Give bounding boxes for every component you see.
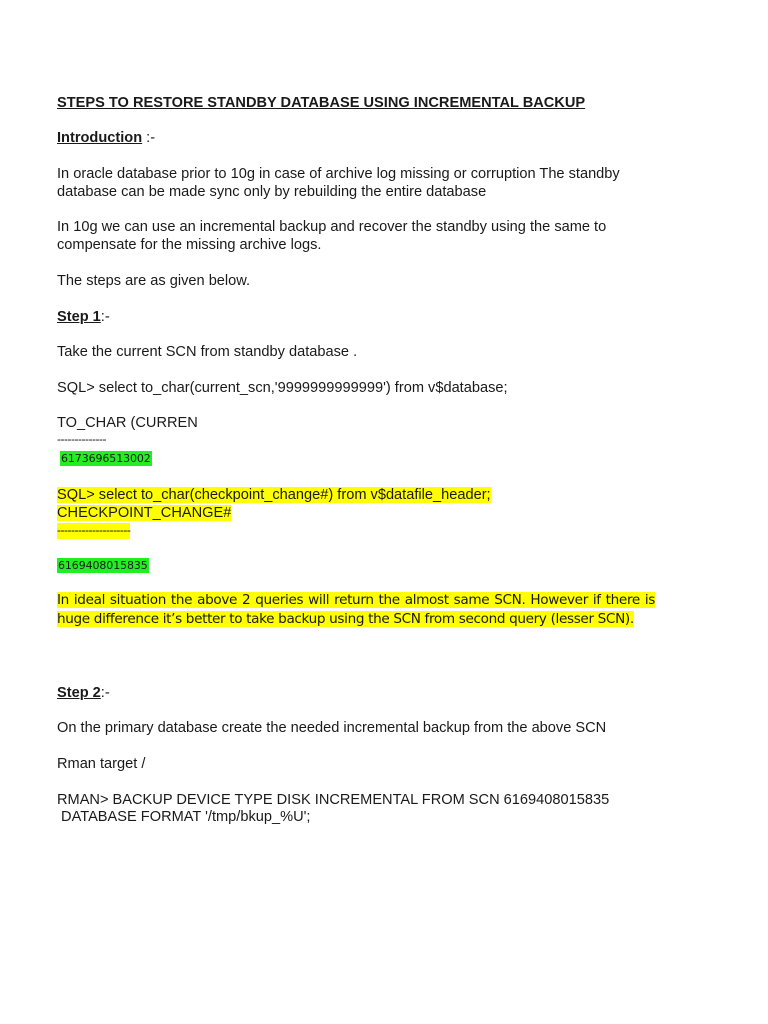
introduction-heading-line	[57, 129, 155, 147]
step1-query2-dashes: ---------------------	[57, 523, 131, 537]
step1-note-text: In ideal situation the above 2 queries will return the almost same SCN. However if there is huge difference it’s better to take backup using the SCN from second query (lesser SCN).	[57, 592, 655, 627]
intro-paragraph-1-line-2: database can be made sync only by rebuilding the entire database	[57, 184, 487, 200]
step1-instruction: Take the current SCN from standby database .	[57, 344, 358, 360]
step2-heading: Step 2	[57, 685, 101, 701]
introduction-heading-suffix: :-	[142, 130, 156, 146]
step2-heading-suffix: :-	[100, 685, 110, 701]
step1-heading-line	[57, 308, 110, 326]
step2-instruction: On the primary database create the needed incremental backup from the above SCN	[57, 720, 607, 736]
step1-heading: Step 1	[57, 309, 101, 325]
step1-heading-suffix: :-	[100, 309, 110, 325]
step2-command2-line2: DATABASE FORMAT '/tmp/bkup_%U';	[57, 809, 311, 825]
intro-paragraph-3: The steps are as given below.	[57, 273, 251, 289]
step1-query1-result-line	[60, 449, 152, 468]
step1-query1-dashes: --------------	[57, 432, 106, 446]
step2-command2-line1: RMAN> BACKUP DEVICE TYPE DISK INCREMENTAL FROM SCN 6169408015835	[57, 792, 610, 808]
step1-query2-result-line	[57, 556, 149, 575]
step1-query2: SQL> select to_char(checkpoint_change#) from v$datafile_header;	[57, 487, 491, 503]
intro-paragraph-2-line-2: compensate for the missing archive logs.	[57, 237, 322, 253]
step1-query1-column: TO_CHAR (CURREN	[57, 415, 198, 431]
step2-command1: Rman target /	[57, 756, 146, 772]
intro-paragraph-1-line-1: In oracle database prior to 10g in case of archive log missing or corruption The standby	[57, 166, 620, 182]
step1-query2-result: 6169408015835	[58, 559, 148, 572]
document-title: STEPS TO RESTORE STANDBY DATABASE USING INCREMENTAL BACKUP	[57, 95, 586, 111]
step1-query2-dashes-line	[57, 521, 130, 539]
intro-paragraph-2-line-1: In 10g we can use an incremental backup and recover the standby using the same to	[57, 219, 607, 235]
step1-query2-column: CHECKPOINT_CHANGE#	[57, 505, 232, 521]
step1-note	[57, 591, 655, 628]
step1-query2-line	[57, 486, 491, 504]
step2-heading-line	[57, 684, 110, 702]
step1-query1-result: 6173696513002	[61, 452, 151, 465]
step1-query1: SQL> select to_char(current_scn,'9999999999999') from v$database;	[57, 380, 508, 396]
introduction-heading: Introduction	[57, 130, 143, 146]
step1-query2-column-line	[57, 504, 231, 522]
